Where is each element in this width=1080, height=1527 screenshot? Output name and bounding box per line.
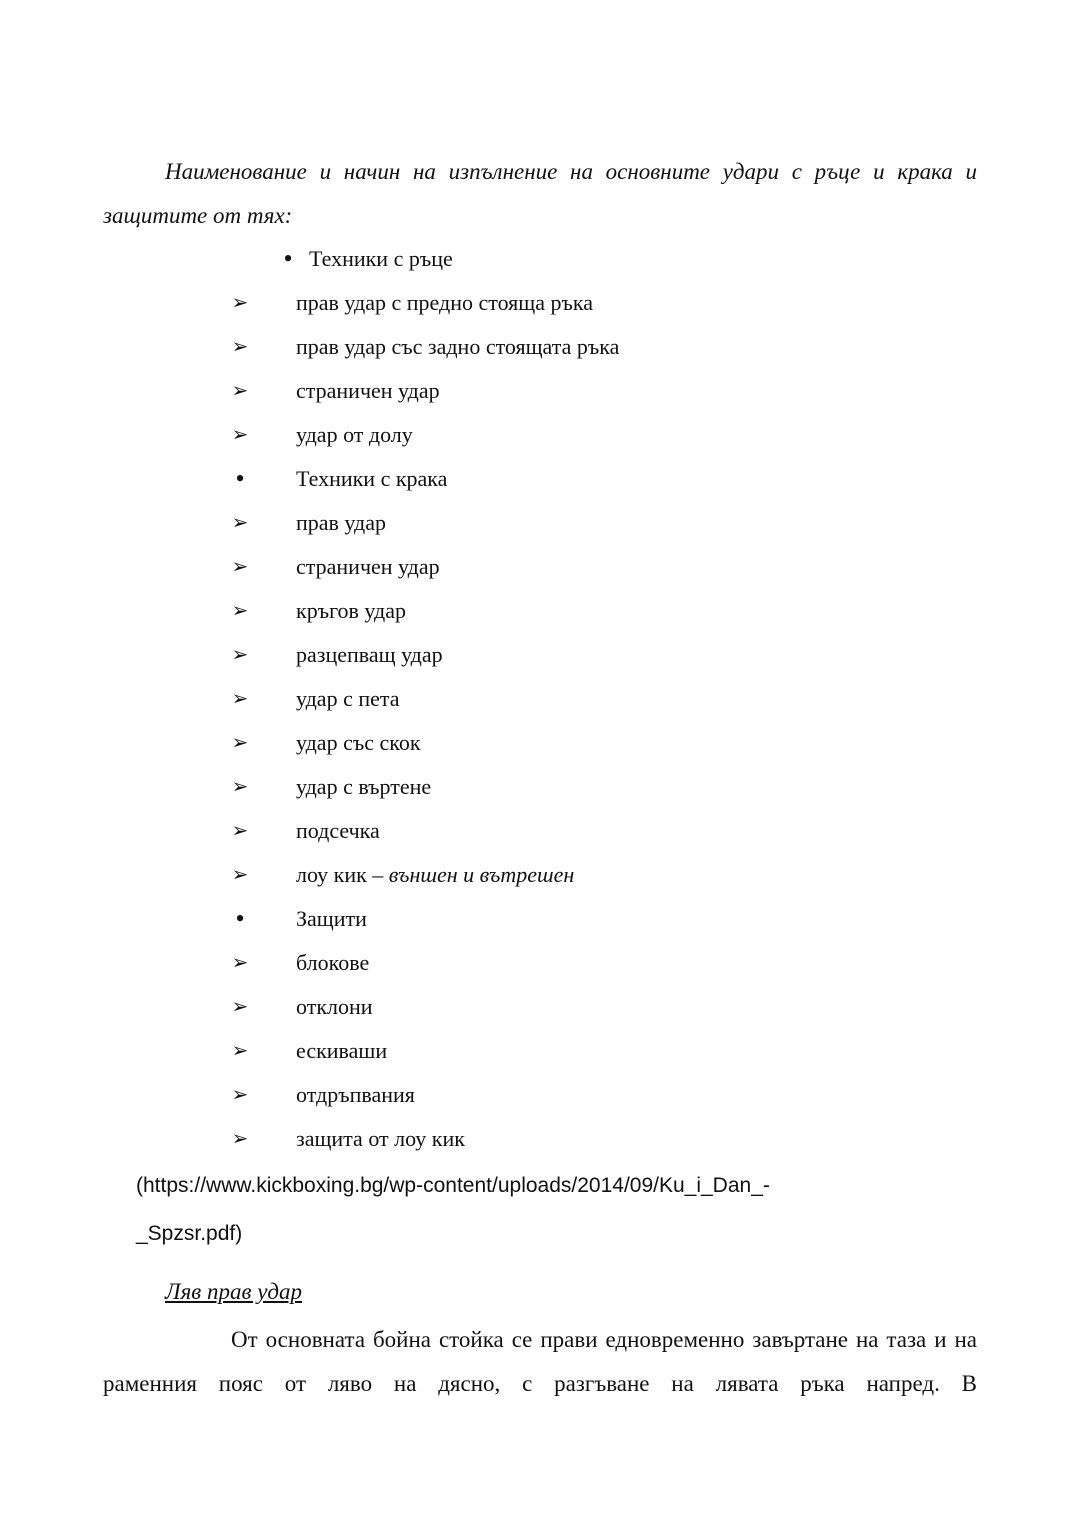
list-item-label: Защити	[296, 906, 367, 931]
list-item-label: подсечка	[296, 818, 380, 843]
list-item-label: отдръпвания	[296, 1082, 415, 1107]
list-item-label: страничен удар	[296, 554, 440, 579]
list-item-label: страничен удар	[296, 378, 440, 403]
arrow-bullet-icon: ➢	[231, 336, 249, 358]
list-item-label: кръгов удар	[296, 598, 406, 623]
arrow-bullet-icon: ➢	[231, 996, 249, 1018]
arrow-bullet-icon: ➢	[231, 380, 249, 402]
source-line-1: (https://www.kickboxing.bg/wp-content/uploads/2014/09/Ku_i_Dan_-	[136, 1174, 770, 1197]
list-item-label: удар със скок	[296, 730, 421, 755]
list-item-label: защита от лоу кик	[296, 1126, 465, 1151]
arrow-bullet-icon: ➢	[231, 1084, 249, 1106]
list-item-label: блокове	[296, 950, 370, 975]
list-item-italic-note: външен и вътрешен	[388, 862, 575, 887]
arrow-bullet-icon: ➢	[231, 776, 249, 798]
arrow-bullet-icon: ➢	[231, 424, 249, 446]
list-item-label: удар от долу	[296, 422, 413, 447]
arrow-bullet-icon: ➢	[231, 864, 249, 886]
source-citation	[136, 1162, 936, 1258]
section-heading: Ляв прав удар	[165, 1279, 303, 1304]
list-item-label: разцепващ удар	[296, 642, 443, 667]
arrow-bullet-icon: ➢	[231, 688, 249, 710]
bullet-icon: •	[235, 904, 245, 933]
list-item-label: ескиваши	[296, 1038, 388, 1063]
list-item-label: Техники с ръце	[309, 246, 453, 271]
list-item-label: удар с пета	[296, 686, 400, 711]
arrow-bullet-icon: ➢	[231, 644, 249, 666]
intro-text: Наименование и начин на изпълнение на основните удари с ръце и крака и защитите от тях:	[103, 159, 977, 228]
list-item-label: лоу кик – външен и вътрешен	[296, 862, 575, 887]
arrow-bullet-icon: ➢	[231, 1128, 249, 1150]
list-item-label: отклони	[296, 994, 373, 1019]
arrow-bullet-icon: ➢	[231, 820, 249, 842]
list-item-label: прав удар с предно стояща ръка	[296, 290, 593, 315]
list-item-label: Техники с крака	[296, 466, 448, 491]
arrow-bullet-icon: ➢	[231, 952, 249, 974]
bullet-icon: •	[235, 464, 245, 493]
source-line-2: _Spzsr.pdf)	[136, 1222, 243, 1245]
arrow-bullet-icon: ➢	[231, 292, 249, 314]
list-item-label: удар с въртене	[296, 774, 432, 799]
arrow-bullet-icon: ➢	[231, 512, 249, 534]
arrow-bullet-icon: ➢	[231, 556, 249, 578]
bullet-icon: •	[283, 244, 293, 273]
arrow-bullet-icon: ➢	[231, 600, 249, 622]
arrow-bullet-icon: ➢	[231, 732, 249, 754]
list-item-label: прав удар със задно стоящата ръка	[296, 334, 620, 359]
arrow-bullet-icon: ➢	[231, 1040, 249, 1062]
list-item-label: прав удар	[296, 510, 386, 535]
section-paragraph: От основната бойна стойка се прави едновременно завъртане на таза и на раменния пояс от ляво на дясно, с разгъване на лявата ръка напред. В	[103, 1327, 977, 1396]
